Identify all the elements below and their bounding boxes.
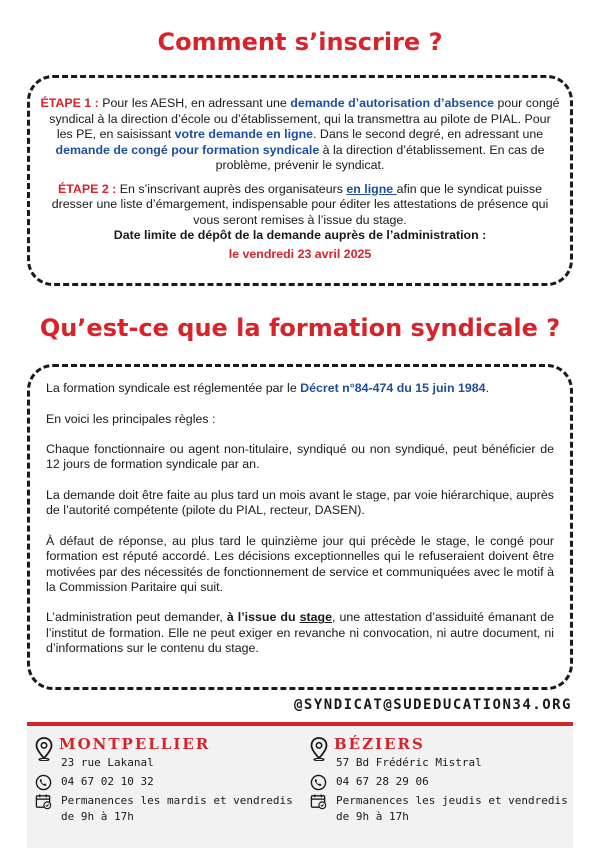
beziers-hours-row (310, 791, 575, 823)
etape2-text-2: afin que le syndicat puisse dresser une liste d’émargement, indispensable pour éditer les attestations de présence qui vous seront remises à l’issue du stage. (51, 181, 549, 227)
inscription-box (27, 75, 573, 286)
calendar-icon (310, 793, 327, 810)
etape1-text-1: Pour les AESH, en adressant une (98, 96, 291, 110)
decret-link[interactable]: Décret n°84-474 du 15 juin 1984 (300, 381, 486, 395)
rule-no-answer: À défaut de réponse, au plus tard le quinzième jour qui précède le stage, le congé pour formation est réputé accordé. Les décisions exceptionnelles qui le refuseraient doivent être motivées par des nécessités de fonctionnement de service et communiquées avec le motif à la Commission Paritaire qui suit. (46, 533, 554, 594)
montpellier-contact (35, 733, 300, 823)
rules-heading: En voici les principales règles : (46, 411, 216, 426)
montpellier-hours-row (35, 791, 300, 823)
beziers-city: BÉZIERS (334, 735, 425, 753)
demande-en-ligne-link[interactable]: votre demande en ligne (174, 127, 314, 141)
montpellier-phone[interactable]: 04 67 02 10 32 (61, 775, 154, 788)
montpellier-address: 23 rue Lakanal (61, 756, 154, 769)
beziers-phone-row (310, 772, 575, 791)
contact-email[interactable]: @SYNDICAT@SUDEDUCATION34.ORG (293, 697, 572, 713)
conge-formation-link[interactable]: demande de congé pour formation syndicale (55, 142, 320, 157)
section-title-inscription: Comment s’inscrire ? (157, 28, 443, 56)
etape1-paragraph (40, 96, 560, 174)
attestation-text-c: stage (299, 610, 332, 625)
beziers-contact (310, 733, 575, 823)
etape2-paragraph (40, 182, 560, 229)
rule-attestation (46, 610, 554, 656)
beziers-hours: Permanences les jeudis et vendredis de 9h à 17h (336, 794, 568, 823)
phone-icon (35, 774, 52, 791)
attestation-text-b: à l’issue du (226, 610, 300, 625)
montpellier-city: MONTPELLIER (59, 735, 211, 753)
decret-text: La formation syndicale est réglementée par le (46, 381, 301, 395)
beziers-address: 57 Bd Frédéric Mistral (336, 756, 482, 769)
etape1-label: ÉTAPE 1 : (40, 96, 99, 110)
deadline-label: Date limite de dépôt de la demande auprès de l’administration : (113, 228, 487, 242)
calendar-icon (35, 793, 52, 810)
section-title-formation: Qu’est-ce que la formation syndicale ? (39, 314, 561, 342)
montpellier-phone-row (35, 772, 300, 791)
etape1-text-2: pour congé syndical à la direction d’école ou d’établissement, qui la transmettra au pilote de PIAL. Pour les PE, en saisissant (49, 96, 560, 141)
etape2-label: ÉTAPE 2 : (58, 181, 117, 196)
rule-delay: La demande doit être faite au plus tard un mois avant le stage, par voie hiérarchique, auprès de l’autorité compétente (pilote du PIAL, recteur, DASEN). (46, 488, 554, 518)
etape2-text-1: En s’inscrivant auprès des organisateurs (116, 181, 347, 196)
montpellier-hours: Permanences les mardis et vendredis de 9h à 17h (61, 794, 293, 823)
deadline-date: le vendredi 23 avril 2025 (228, 246, 372, 261)
en-ligne-link[interactable]: en ligne (346, 181, 397, 196)
etape1-text-4: à la direction d’établissement. En cas de problème, prévenir le syndicat. (215, 142, 545, 172)
attestation-text-d: , une attestation d’assiduité émanant de l’institut de formation. Elle ne peut exiger en revanche ni convocation, ni autre document, ni d’informations sur le contenu du stage. (46, 610, 554, 656)
rule-12-days: Chaque fonctionnaire ou agent non-titulaire, syndiqué ou non syndiqué, peut bénéficier de 12 jours de formation syndicale par an. (46, 442, 554, 472)
formation-box (27, 364, 573, 690)
decret-dot: . (485, 381, 490, 395)
rules-intro (46, 381, 554, 396)
phone-icon (310, 774, 327, 791)
beziers-phone[interactable]: 04 67 28 29 06 (336, 775, 429, 788)
autorisation-absence-link[interactable]: demande d’autorisation d’absence (290, 96, 495, 110)
attestation-text-a: L’administration peut demander, (46, 610, 227, 625)
etape1-text-3: . Dans le second degré, en adressant une (313, 127, 544, 141)
